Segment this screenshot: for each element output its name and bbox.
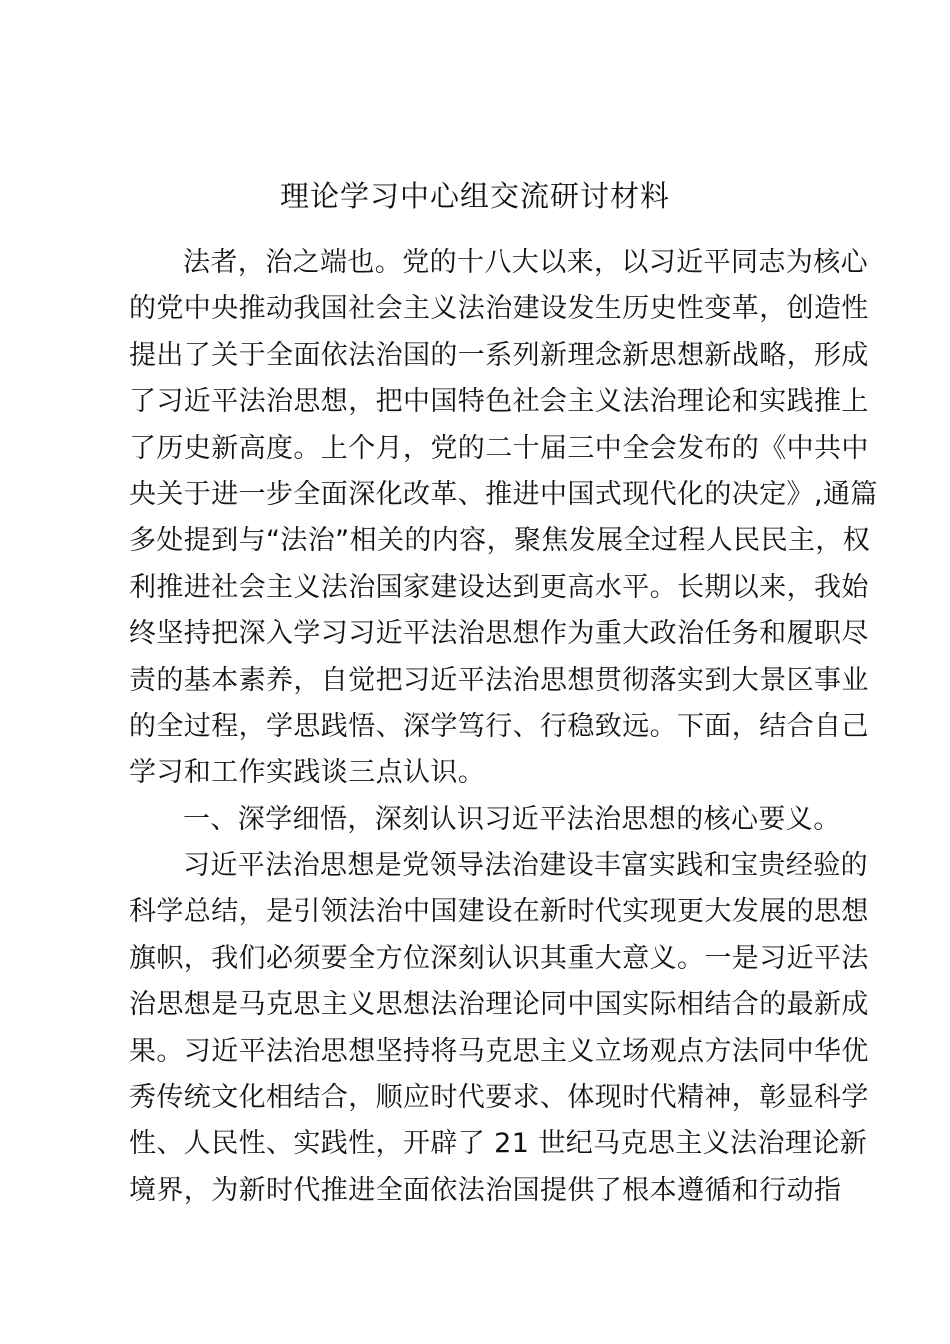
text-line: 治思想是马克思主义思想法治理论同中国实际相结合的最新成 <box>129 989 869 1021</box>
text-line: 一、深学细悟，深刻认识习近平法治思想的核心要义。 <box>183 803 841 835</box>
text-line: 旗帜，我们必须要全方位深刻认识其重大意义。一是习近平法 <box>129 942 869 974</box>
document-title: 理论学习中心组交流研讨材料 <box>279 179 670 213</box>
text-line: 学习和工作实践谈三点认识。 <box>129 757 486 789</box>
text-line: 习近平法治思想是党领导法治建设丰富实践和宝贵经验的 <box>183 850 868 882</box>
text-line: 法者，治之端也。党的十八大以来，以习近平同志为核心 <box>183 247 868 278</box>
document-body <box>129 240 878 1214</box>
text-line: 的党中央推动我国社会主义法治建设发生历史性变革，创造性 <box>129 293 869 325</box>
text-line: 的全过程，学思践悟、深学笃行、行稳致远。下面，结合自己 <box>129 710 869 742</box>
text-line: 秀传统文化相结合，顺应时代要求、体现时代精神，彰显科学 <box>129 1082 869 1114</box>
text-line: 利推进社会主义法治国家建设达到更高水平。长期以来，我始 <box>129 571 869 603</box>
text-line: 了习近平法治思想，把中国特色社会主义法治理论和实践推上 <box>129 386 869 418</box>
text-line: 多处提到与“法治”相关的内容，聚焦发展全过程人民民主，权 <box>129 525 871 557</box>
text-line: 境界，为新时代推进全面依法治国提供了根本遵循和行动指 <box>129 1174 842 1206</box>
text-line: 性、人民性、实践性，开辟了 21 世纪马克思主义法治理论新 <box>129 1128 868 1160</box>
text-line: 科学总结，是引领法治中国建设在新时代实现更大发展的思想 <box>129 896 869 928</box>
text-line: 了历史新高度。上个月，党的二十届三中全会发布的《中共中 <box>129 432 869 464</box>
text-line: 提出了关于全面依法治国的一系列新理念新思想新战略，形成 <box>129 339 869 371</box>
text-line: 责的基本素养，自觉把习近平法治思想贯彻落实到大景区事业 <box>129 664 869 696</box>
text-line: 果。习近平法治思想坚持将马克思主义立场观点方法同中华优 <box>129 1035 869 1067</box>
text-line: 央关于进一步全面深化改革、推进中国式现代化的决定》,通篇 <box>129 478 878 510</box>
text-line: 终坚持把深入学习习近平法治思想作为重大政治任务和履职尽 <box>129 618 869 650</box>
